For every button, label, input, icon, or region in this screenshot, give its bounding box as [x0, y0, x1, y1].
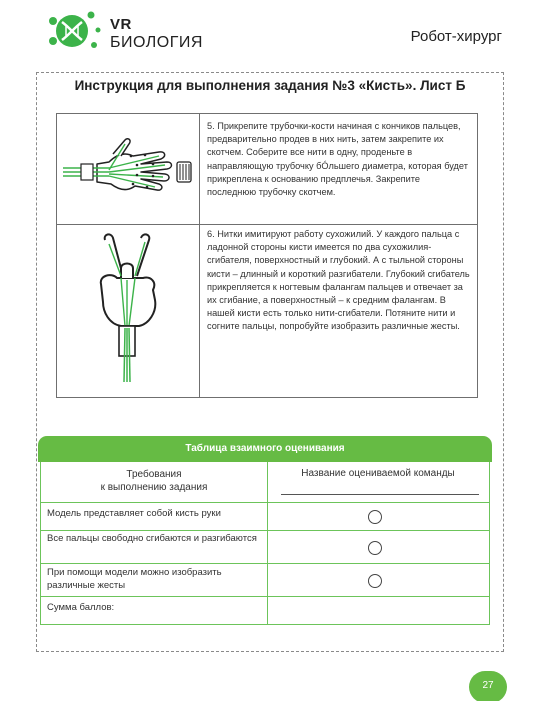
instruction-divider-horizontal [57, 224, 477, 225]
thread-spool-icon [177, 162, 191, 182]
row-divider [41, 563, 489, 564]
criterion-label: Модель представляет собой кисть руки [47, 508, 221, 519]
requirements-header-text: Требования к выполнению задания [100, 469, 208, 493]
section-title: Робот-хирург [410, 28, 502, 45]
score-circle[interactable] [368, 541, 382, 555]
sum-label: Сумма баллов: [47, 602, 115, 613]
step-6-text: 6. Нитки имитируют работу сухожилий. У каждого пальца с ладонной стороны кисти имеется по два сухожилия-сгибателя, поверхностный и глубокий. А с тыльной стороны кисти – длинный и короткий разгибатели. Глубокий сгибатель прикрепляется к ногтевым фалангам пальцев и отвечает за их сгибание, а поверхностный – к средним фалангам. В нашей кисти есть только нити-сгибатели. Потяните нити и согните пальцы, попробуйте изобразить различные жесты. [207, 229, 470, 332]
logo-biology-text: БИОЛОГИЯ [110, 34, 203, 51]
page-number-badge: 27 [469, 671, 507, 701]
requirements-header [41, 468, 267, 494]
instruction-table [56, 113, 478, 398]
assessment-table-title: Таблица взаимного оценивания [38, 436, 492, 462]
row-divider [41, 502, 489, 503]
team-name-input-line[interactable] [281, 494, 479, 495]
dna-logo-icon [44, 8, 106, 54]
row-divider [41, 596, 489, 597]
team-name-header: Название оцениваемой команды [301, 468, 455, 479]
assessment-table [40, 462, 490, 625]
logo [44, 8, 214, 54]
document-title: Инструкция для выполнения задания №3 «Кисть». Лист Б [74, 78, 466, 93]
assessment-table-column-divider [267, 462, 268, 624]
instruction-divider-vertical [199, 114, 200, 397]
step-5-text: 5. Прикрепите трубочки-кости начиная с кончиков пальцев, предварительно продев в них нить, затем закрепите их скотчем. Соберите все нити в одну, проденьте в направляющую трубочку бÓльшего диаметра, которая будет прикреплена к основанию предплечья. Закрепите последнюю трубочку скотчем. [207, 121, 468, 198]
hand-victory-gesture-illustration [95, 232, 165, 382]
score-circle[interactable] [368, 574, 382, 588]
score-circle[interactable] [368, 510, 382, 524]
row-divider [41, 530, 489, 531]
hand-with-tubes-illustration [61, 134, 195, 204]
logo-vr-text: VR [110, 16, 132, 33]
criterion-label: Все пальцы свободно сгибаются и разгибаются [47, 533, 257, 544]
criterion-label: При помощи модели можно изобразить различные жесты [47, 567, 222, 591]
